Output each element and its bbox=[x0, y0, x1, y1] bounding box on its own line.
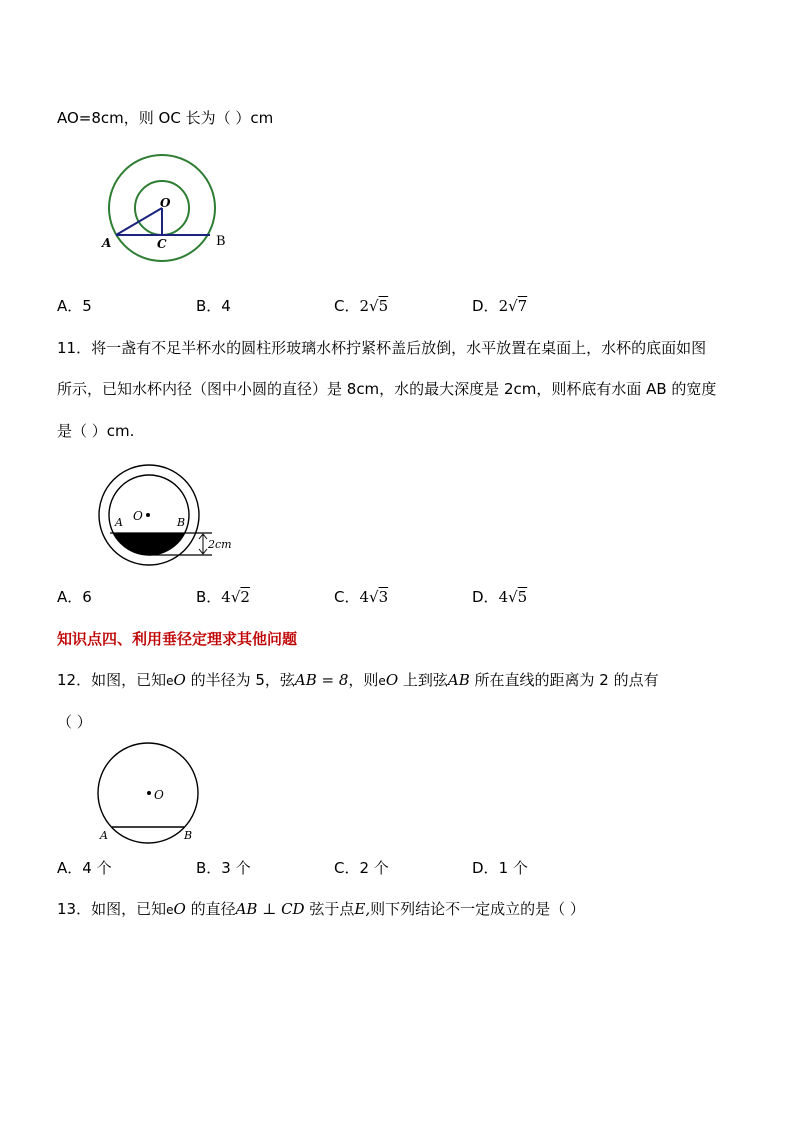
q12-stem-line2: （ ） bbox=[57, 713, 92, 731]
q11-stem-line3: 是（ ）cm. bbox=[57, 422, 135, 440]
q10-stem: AO=8cm，则 OC 长为（ ）cm bbox=[57, 109, 274, 127]
q11-option-c: C．4√3 bbox=[334, 588, 389, 606]
q12-option-b: B．3 个 bbox=[196, 859, 251, 877]
q10-label-a: A bbox=[102, 236, 112, 250]
q11-stem-line2: 所示，已知水杯内径（图中小圆的直径）是 8cm，水的最大深度是 2cm，则杯底有水面 AB 的宽度 bbox=[57, 380, 717, 398]
q11-option-a: A．6 bbox=[57, 588, 92, 606]
q11-label-o: O bbox=[133, 509, 143, 523]
q10-segment-ao bbox=[116, 208, 162, 235]
q13-stem: 13．如图，已知eO 的直径AB ⊥ CD 弦于点E,则下列结论不一定成立的是（ ） bbox=[57, 900, 585, 918]
section-title: 知识点四、利用垂径定理求其他问题 bbox=[57, 630, 298, 648]
q10-option-a: A．5 bbox=[57, 297, 92, 315]
q11-option-d: D．4√5 bbox=[472, 588, 528, 606]
q11-water bbox=[113, 533, 184, 555]
q12-option-c: C．2 个 bbox=[334, 859, 389, 877]
q11-label-depth: 2cm bbox=[208, 538, 232, 551]
q12-stem-line1: 12．如图，已知eO 的半径为 5，弦AB = 8，则eO 上到弦AB 所在直线的距离为 2 的点有 bbox=[57, 671, 659, 689]
q11-label-b: B bbox=[177, 516, 186, 529]
q12-option-d: D．1 个 bbox=[472, 859, 528, 877]
q10-option-b: B．4 bbox=[196, 297, 231, 315]
q10-label-o: O bbox=[160, 196, 171, 210]
q10-label-c: C bbox=[157, 237, 167, 251]
q11-label-a: A bbox=[115, 516, 123, 529]
q11-center-dot bbox=[146, 513, 150, 517]
q11-figure bbox=[92, 462, 252, 572]
q10-label-b: B bbox=[216, 234, 226, 249]
q11-option-b: B．4√2 bbox=[196, 588, 250, 606]
q12-label-o: O bbox=[154, 788, 164, 802]
q10-option-c: C．2√5 bbox=[334, 297, 389, 315]
q12-label-a: A bbox=[100, 829, 108, 842]
q10-figure bbox=[100, 150, 240, 270]
q12-label-b: B bbox=[184, 829, 193, 842]
q12-figure bbox=[94, 742, 214, 847]
q12-option-a: A．4 个 bbox=[57, 859, 112, 877]
q11-stem-line1: 11．将一盏有不足半杯水的圆柱形玻璃水杯拧紧杯盖后放倒，水平放置在桌面上，水杯的底面如图 bbox=[57, 339, 707, 357]
q12-center-dot bbox=[147, 791, 151, 795]
q10-option-d: D．2√7 bbox=[472, 297, 528, 315]
